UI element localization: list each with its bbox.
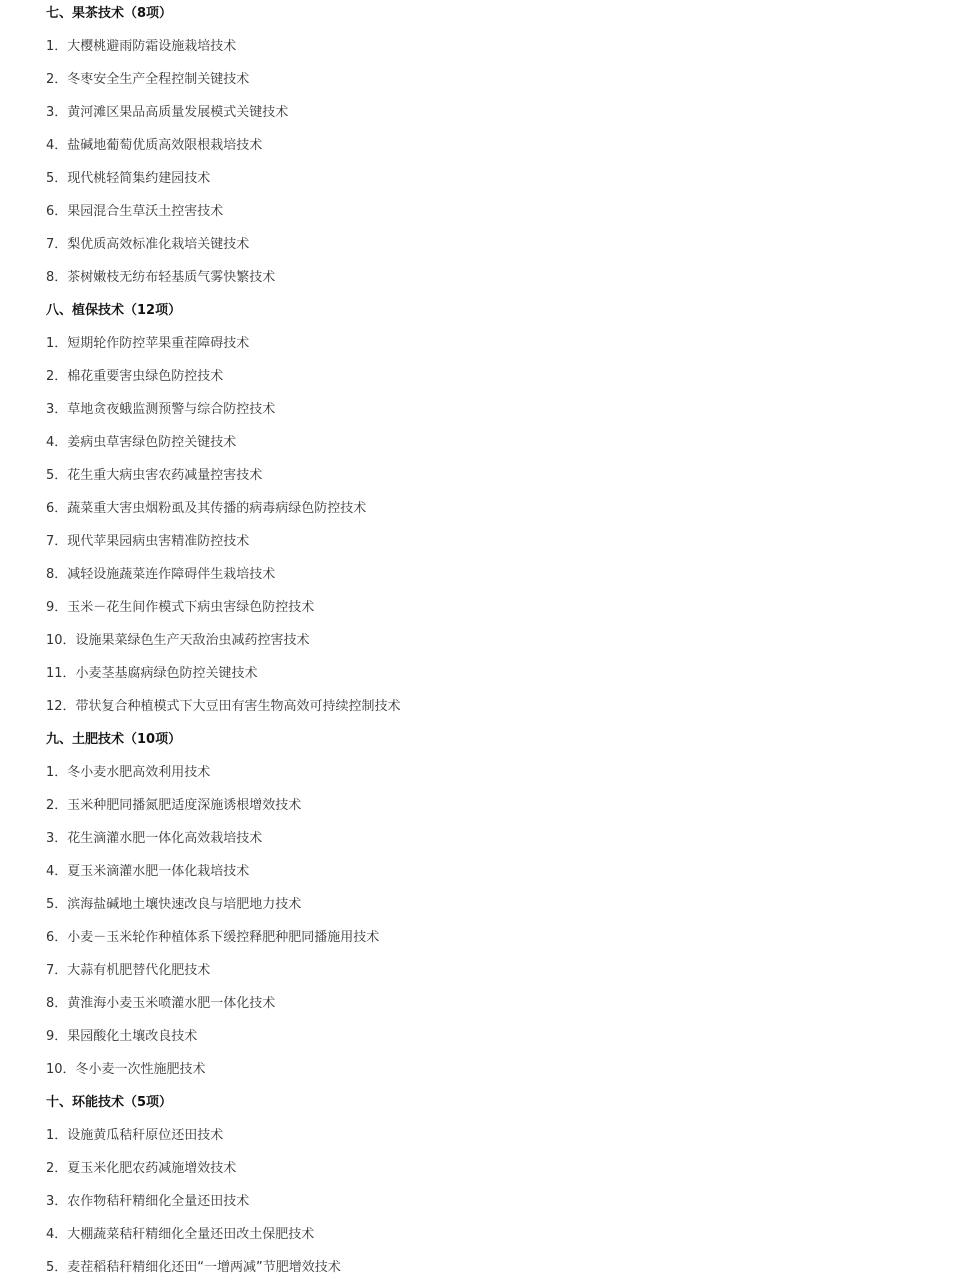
section-heading: 八、植保技术（12项）: [46, 303, 182, 318]
list-item: 8．茶树嫩枝无纺布轻基质气雾快繁技术: [46, 270, 276, 285]
list-item: 6．小麦－玉米轮作种植体系下缓控释肥种肥同播施用技术: [46, 930, 380, 945]
list-item: 8．减轻设施蔬菜连作障碍伴生栽培技术: [46, 567, 276, 582]
list-item: 1．短期轮作防控苹果重茬障碍技术: [46, 336, 250, 351]
list-item: 8．黄淮海小麦玉米喷灌水肥一体化技术: [46, 996, 276, 1011]
list-item: 3．农作物秸秆精细化全量还田技术: [46, 1194, 250, 1209]
list-item: 7．梨优质高效标准化栽培关键技术: [46, 237, 250, 252]
list-item: 12．带状复合种植模式下大豆田有害生物高效可持续控制技术: [46, 699, 401, 714]
list-item: 6．果园混合生草沃土控害技术: [46, 204, 224, 219]
section-fruit-tea: [46, 1, 953, 298]
list-item: 2．玉米种肥同播氮肥适度深施诱根增效技术: [46, 798, 302, 813]
list-item: 1．冬小麦水肥高效利用技术: [46, 765, 211, 780]
list-item: 1．大樱桃避雨防霜设施栽培技术: [46, 39, 237, 54]
list-item: 9．果园酸化土壤改良技术: [46, 1029, 198, 1044]
list-item: 2．棉花重要害虫绿色防控技术: [46, 369, 224, 384]
list-item: 4．大棚蔬菜秸秆精细化全量还田改土保肥技术: [46, 1227, 315, 1242]
section-heading: 九、土肥技术（10项）: [46, 732, 182, 747]
section-heading: 十、环能技术（5项）: [46, 1095, 173, 1110]
list-item: 2．夏玉米化肥农药减施增效技术: [46, 1161, 237, 1176]
list-item: 3．黄河滩区果品高质量发展模式关键技术: [46, 105, 289, 120]
list-item: 5．花生重大病虫害农药减量控害技术: [46, 468, 263, 483]
list-item: 5．滨海盐碱地土壤快速改良与培肥地力技术: [46, 897, 302, 912]
list-item: 5．现代桃轻简集约建园技术: [46, 171, 211, 186]
list-item: 2．冬枣安全生产全程控制关键技术: [46, 72, 250, 87]
list-item: 7．现代苹果园病虫害精准防控技术: [46, 534, 250, 549]
section-soil-fertilizer: [46, 727, 953, 1090]
list-item: 10．冬小麦一次性施肥技术: [46, 1062, 206, 1077]
section-plant-protection: [46, 298, 953, 727]
section-heading: 七、果茶技术（8项）: [46, 6, 173, 21]
list-item: 1．设施黄瓜秸秆原位还田技术: [46, 1128, 224, 1143]
section-environment-energy: [46, 1090, 953, 1288]
list-item: 4．姜病虫草害绿色防控关键技术: [46, 435, 237, 450]
list-item: 3．草地贪夜蛾监测预警与综合防控技术: [46, 402, 276, 417]
list-item: 10．设施果菜绿色生产天敌治虫减药控害技术: [46, 633, 310, 648]
list-item: 3．花生滴灌水肥一体化高效栽培技术: [46, 831, 263, 846]
list-item: 9．玉米－花生间作模式下病虫害绿色防控技术: [46, 600, 315, 615]
list-item: 4．夏玉米滴灌水肥一体化栽培技术: [46, 864, 250, 879]
list-item: 11．小麦茎基腐病绿色防控关键技术: [46, 666, 258, 681]
list-item: 5．麦茬稻秸秆精细化还田“一增两减”节肥增效技术: [46, 1260, 341, 1275]
list-item: 6．蔬菜重大害虫烟粉虱及其传播的病毒病绿色防控技术: [46, 501, 367, 516]
list-item: 7．大蒜有机肥替代化肥技术: [46, 963, 211, 978]
list-item: 4．盐碱地葡萄优质高效限根栽培技术: [46, 138, 263, 153]
